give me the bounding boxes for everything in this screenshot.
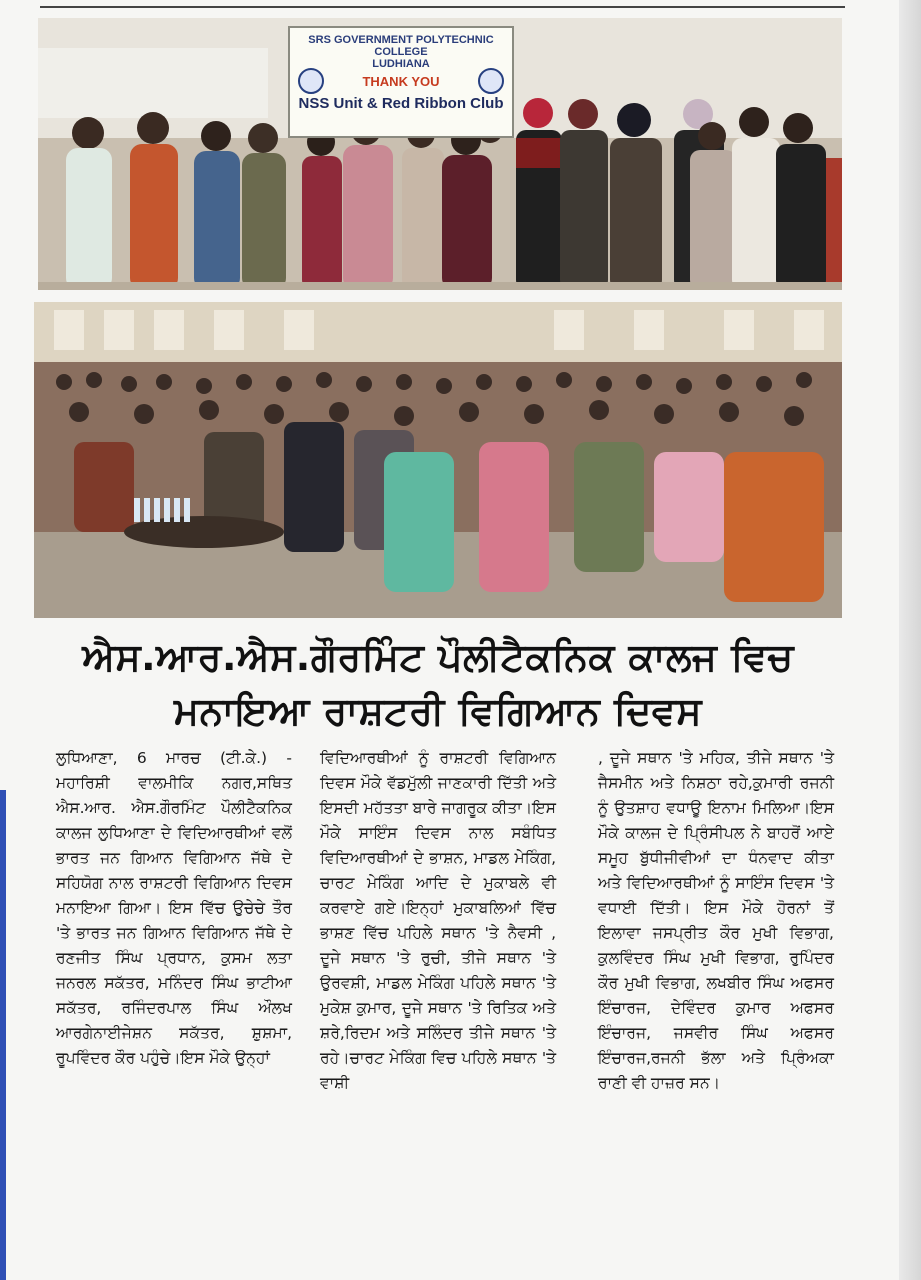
group-photo [38,18,842,290]
banner-college-name: SRS GOVERNMENT POLYTECHNIC COLLEGE [308,34,494,58]
auditorium-photo [34,302,842,618]
article-headline [34,630,842,738]
auditorium-photo-illustration [34,302,842,618]
left-blue-rule [0,790,6,1280]
banner-city: LUDHIANA [372,58,430,70]
article-column-3: , ਦੂਜੇ ਸਥਾਨ 'ਤੇ ਮਹਿਕ, ਤੀਜੇ ਸਥਾਨ 'ਤੇ ਜੈਸਮੀਨ ਅਤੇ ਨਿਸ਼ਠਾ ਰਹੇ,ਕੁਮਾਰੀ ਰਜਨੀ ਨੂੰ ਉਤਸ਼ਾਹ ਵਧਾਊ ਇਨਾਮ ਮਿਲਿਆ।ਇਸ ਮੌਕੇ ਕਾਲਜ ਦੇ ਪ੍ਰਿੰਸੀਪਲ ਨੇ ਬਾਹਰੋਂ ਆਏ ਸਮੂਹ ਬੁੱਧੀਜੀਵੀਆਂ ਦਾ ਧੰਨਵਾਦ ਕੀਤਾ ਅਤੇ ਵਿਦਿਆਰਥੀਆਂ ਨੂੰ ਸਾਇੰਸ ਦਿਵਸ 'ਤੇ ਵਧਾਈ ਦਿੱਤੀ। ਇਸ ਮੌਕੇ ਹੋਰਨਾਂ ਤੋਂ ਇਲਾਵਾ ਜਸਪ੍ਰੀਤ ਕੌਰ ਮੁਖੀ ਵਿਭਾਗ, ਕੁਲਵਿੰਦਰ ਸਿੰਘ ਮੁਖੀ ਵਿਭਾਗ, ਰੁਪਿੰਦਰ ਕੌਰ ਮੁਖੀ ਵਿਭਾਗ, ਲਖਬੀਰ ਸਿੰਘ ਅਫਸਰ ਇੰਚਾਰਜ, ਦੇਵਿੰਦਰ ਕੁਮਾਰ ਅਫਸਰ ਇੰਚਾਰਜ, ਜਸਵੀਰ ਸਿੰਘ ਅਫਸਰ ਇੰਚਾਰਜ,ਰਜਨੀ ਭੱਲਾ ਅਤੇ ਪ੍ਰਿੰਅਕਾ ਰਾਣੀ ਵੀ ਹਾਜ਼ਰ ਸਨ। [598,749,834,1092]
article-column-2: ਵਿਦਿਆਰਥੀਆਂ ਨੂੰ ਰਾਸ਼ਟਰੀ ਵਿਗਿਆਨ ਦਿਵਸ ਮੌਕੇ ਵੱਡਮੁੱਲੀ ਜਾਣਕਾਰੀ ਦਿੱਤੀ ਅਤੇ ਇਸਦੀ ਮਹੱਤਤਾ ਬਾਰੇ ਜਾਗਰੂਕ ਕੀਤਾ।ਇਸ ਮੌਕੇ ਸਾਇੰਸ ਦਿਵਸ ਨਾਲ ਸਬੰਧਿਤ ਵਿਦਿਆਰਥੀਆਂ ਦੇ ਭਾਸ਼ਨ, ਮਾਡਲ ਮੇਕਿੰਗ, ਚਾਰਟ ਮੇਕਿੰਗ ਆਦਿ ਦੇ ਮੁਕਾਬਲੇ ਵੀ ਕਰਵਾਏ ਗਏ।ਇਨ੍ਹਾਂ ਮੁਕਾਬਲਿਆਂ ਵਿੱਚ ਭਾਸ਼ਣ ਵਿੱਚ ਪਹਿਲੇ ਸਥਾਨ 'ਤੇ ਨੈਵਸੀ , ਦੂਜੇ ਸਥਾਨ 'ਤੇ ਰੁਚੀ, ਤੀਜੇ ਸਥਾਨ 'ਤੇ ਉਰਵਸ਼ੀ, ਮਾਡਲ ਮੇਕਿੰਗ ਪਹਿਲੇ ਸਥਾਨ 'ਤੇ ਮੁਕੇਸ਼ ਕੁਮਾਰ, ਦੂਜੇ ਸਥਾਨ 'ਤੇ ਰਿਤਿਕ ਅਤੇ ਸ਼ਰੇ,ਰਿਦਮ ਅਤੇ ਸਲਿੰਦਰ ਤੀਜੇ ਸਥਾਨ 'ਤੇ ਰਹੇ।ਚਾਰਟ ਮੇਕਿੰਗ ਵਿਚ ਪਹਿਲੇ ਸਥਾਨ 'ਤੇ ਵਾਸ਼ੀ [320,749,556,1092]
page-edge-shadow [899,0,921,1280]
headline-line-2: ਮਨਾਇਆ ਰਾਸ਼ਟਰੀ ਵਿਗਿਆਨ ਦਿਵਸ [173,689,703,733]
college-banner [288,26,514,138]
banner-club-name: NSS Unit & Red Ribbon Club [298,95,504,112]
article-column-1: ਲੁਧਿਆਣਾ, 6 ਮਾਰਚ (ਟੀ.ਕੇ.) - ਮਹਾਰਿਸ਼ੀ ਵਾਲਮੀਕਿ ਨਗਰ,ਸਥਿਤ ਐਸ.ਆਰ. ਐਸ.ਗੌਰਮਿੰਟ ਪੌਲੀਟੈਕਨਿਕ ਕਾਲਜ ਲੁਧਿਆਣਾ ਦੇ ਵਿਦਿਆਰਥੀਆਂ ਵਲੋਂ ਭਾਰਤ ਜਨ ਗਿਆਨ ਵਿਗਿਆਨ ਜੱਥੇ ਦੇ ਸਹਿਯੋਗ ਨਾਲ ਰਾਸ਼ਟਰੀ ਵਿਗਿਆਨ ਦਿਵਸ ਮਨਾਇਆ ਗਿਆ। ਇਸ ਵਿੱਚ ਉਚੇਚੇ ਤੌਰ 'ਤੇ ਭਾਰਤ ਜਨ ਗਿਆਨ ਵਿਗਿਆਨ ਜੱਥੇ ਦੇ ਰਣਜੀਤ ਸਿੰਘ ਪ੍ਰਧਾਨ, ਕੁਸਮ ਲਤਾ ਜਨਰਲ ਸਕੱਤਰ, ਮਨਿੰਦਰ ਸਿੰਘ ਭਾਟੀਆ ਸਕੱਤਰ, ਰਜਿੰਦਰਪਾਲ ਸਿੰਘ ਔਲਖ ਆਰਗੇਨਾਈਜੇਸ਼ਨ ਸਕੱਤਰ, ਸ਼ੁਸ਼ਮਾ, ਰੂਪਵਿੰਦਰ ਕੌਰ ਪਹੁੰਚੇ।ਇਸ ਮੌਕੇ ਉਨ੍ਹਾਂ [56,749,292,1067]
nss-logo-icon [478,68,504,94]
college-logo-icon [298,68,324,94]
banner-thank-you: THANK YOU [362,74,440,89]
top-border-line [40,0,845,8]
headline-line-1: ਐਸ.ਆਰ.ਐਸ.ਗੌਰਮਿੰਟ ਪੌਲੀਟੈਕਨਿਕ ਕਾਲਜ ਵਿਚ [82,635,794,679]
